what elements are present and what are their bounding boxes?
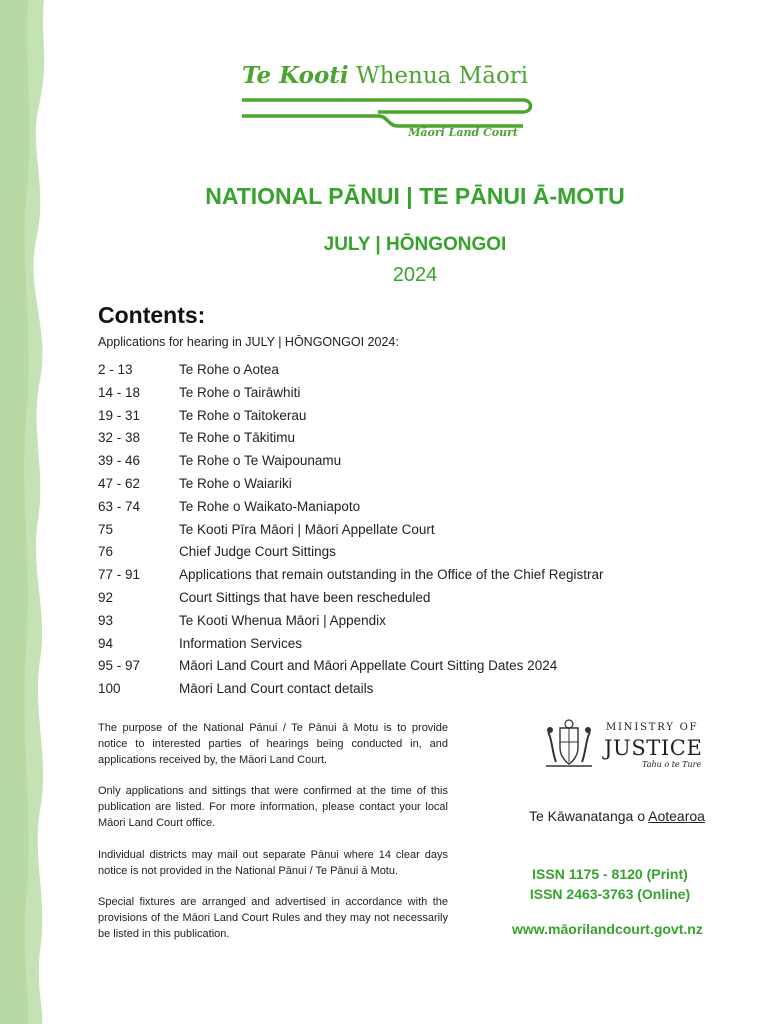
toc-row <box>98 590 718 613</box>
moj-justice: JUSTICE <box>604 736 703 760</box>
toc-title: Te Rohe o Tairāwhiti <box>179 384 301 400</box>
toc-row <box>98 408 718 431</box>
contents-heading: Contents: <box>98 302 206 328</box>
table-of-contents <box>98 362 718 704</box>
toc-row <box>98 476 718 499</box>
districts-paragraph: Individual districts may mail out separate Pānui where 14 clear days notice is not provided in the National Pānui / Te Pānui ā Motu. <box>98 848 448 877</box>
toc-title: Te Kooti Pīra Māori | Māori Appellate Court <box>179 521 435 537</box>
toc-pages: 2 - 13 <box>98 362 133 377</box>
green-brush-edge <box>0 0 60 1024</box>
contents-intro: Applications for hearing in JULY | HŌNGONGOI 2024: <box>98 335 399 349</box>
issn-online: ISSN 2463-3763 (Online) <box>529 886 691 902</box>
toc-title: Te Rohe o Te Waipounamu <box>179 453 342 469</box>
kawanatanga-prefix: Te Kāwanatanga o <box>529 808 649 824</box>
toc-row <box>98 636 718 659</box>
moj-tagline: Tahu o te Ture <box>642 760 702 769</box>
maori-land-court-logo <box>238 62 538 146</box>
logo-subtitle: Māori Land Court <box>408 126 518 139</box>
toc-pages: 93 <box>98 612 114 628</box>
kawanatanga-aotearoa: Aotearoa <box>648 808 705 824</box>
toc-row <box>98 430 718 453</box>
toc-pages: 63 - 74 <box>98 498 141 514</box>
toc-pages: 92 <box>98 589 114 605</box>
logo-title <box>242 62 528 89</box>
toc-pages: 76 <box>98 544 114 560</box>
year-title: 2024 <box>392 264 438 286</box>
toc-row <box>98 544 718 567</box>
page-title: NATIONAL PĀNUI | TE PĀNUI Ā-MOTU <box>205 183 625 209</box>
toc-title: Te Kooti Whenua Māori | Appendix <box>179 612 386 628</box>
toc-title: Te Rohe o Waikato-Maniapoto <box>179 498 361 514</box>
te-kawanatanga-logo <box>529 808 705 824</box>
toc-row <box>98 613 718 636</box>
toc-row <box>98 385 718 408</box>
toc-title: Applications that remain outstanding in the Office of the Chief Registrar <box>179 567 604 583</box>
purpose-paragraph: The purpose of the National Pānui / Te Pānui ā Motu is to provide notice to interested parties of hearings being conducted in, and applications received by, the Māori Land Court. <box>98 722 448 766</box>
toc-title: Māori Land Court contact details <box>179 681 374 697</box>
toc-row <box>98 567 718 590</box>
special-fixtures-paragraph: Special fixtures are arranged and advertised in accordance with the provisions of the Māori Land Court Rules and they may not necessarily be listed in this publication. <box>98 896 448 940</box>
logo-title-italic: Te Kooti <box>242 62 349 89</box>
toc-pages: 100 <box>98 681 121 697</box>
month-title: JULY | HŌNGONGOI <box>323 234 507 255</box>
toc-pages: 32 - 38 <box>98 430 141 446</box>
toc-title: Te Rohe o Tākitimu <box>179 430 296 446</box>
website-link[interactable]: www.māorilandcourt.govt.nz <box>512 921 703 937</box>
moj-ministry-of: MINISTRY OF <box>606 722 699 733</box>
toc-title: Chief Judge Court Sittings <box>179 544 336 560</box>
toc-pages: 94 <box>98 635 114 651</box>
toc-title: Te Rohe o Taitokerau <box>179 407 307 423</box>
toc-title: Information Services <box>179 635 303 651</box>
toc-title: Court Sittings that have been rescheduled <box>179 589 431 605</box>
toc-row <box>98 658 718 681</box>
toc-title: Te Rohe o Waiariki <box>179 475 292 491</box>
notice-paragraphs <box>98 721 448 959</box>
ministry-of-justice-logo <box>540 716 710 776</box>
logo-title-rest: Whenua Māori <box>348 63 529 89</box>
toc-pages: 39 - 46 <box>98 453 141 469</box>
confirmation-paragraph: Only applications and sittings that were confirmed at the time of this publication are listed. For more information, please contact your local Māori Land Court office. <box>98 785 448 829</box>
toc-row <box>98 499 718 522</box>
toc-pages: 14 - 18 <box>98 384 141 400</box>
toc-row <box>98 681 718 704</box>
issn-print: ISSN 1175 - 8120 (Print) <box>532 866 688 882</box>
toc-pages: 95 - 97 <box>98 658 141 674</box>
coat-of-arms-icon <box>540 718 598 770</box>
toc-title: Māori Land Court and Māori Appellate Court Sitting Dates 2024 <box>179 658 558 674</box>
toc-row <box>98 362 718 385</box>
toc-pages: 19 - 31 <box>98 407 141 423</box>
toc-row <box>98 453 718 476</box>
toc-pages: 75 <box>98 521 114 537</box>
toc-pages: 77 - 91 <box>98 567 141 583</box>
toc-row <box>98 522 718 545</box>
toc-pages: 47 - 62 <box>98 475 141 491</box>
toc-title: Te Rohe o Aotea <box>179 362 279 377</box>
